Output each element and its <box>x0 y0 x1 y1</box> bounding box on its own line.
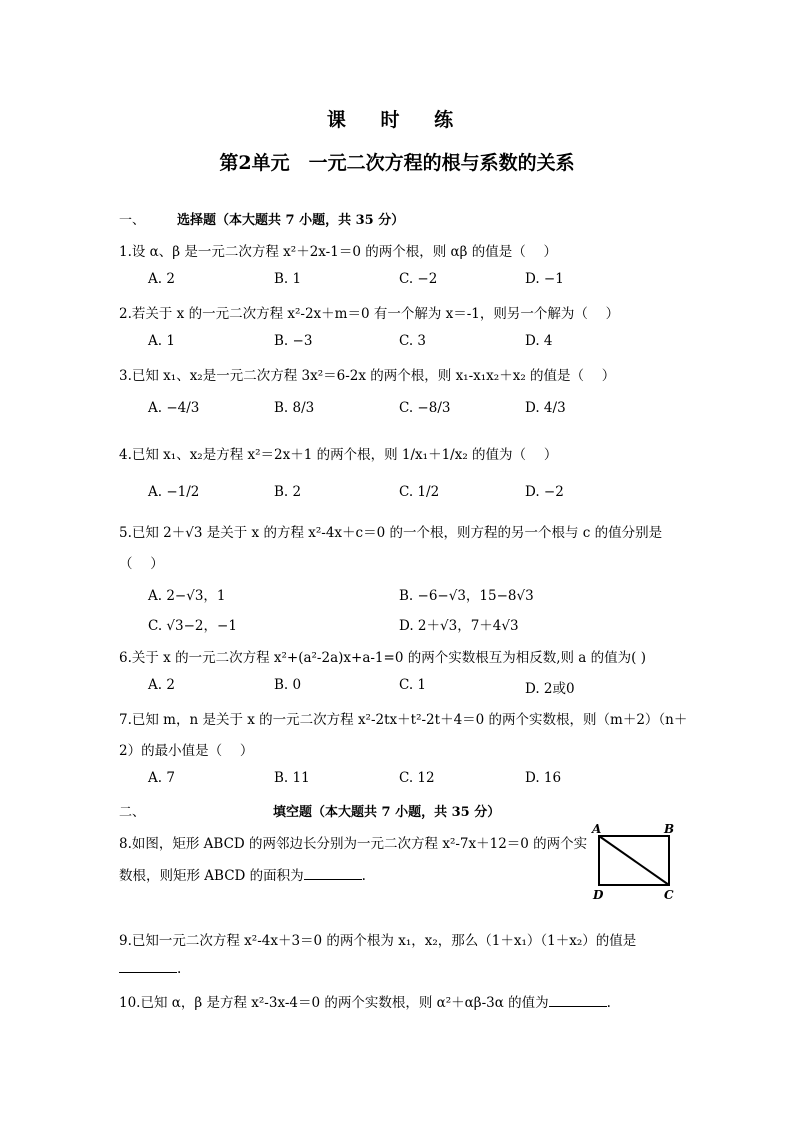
question-5-stem-cont: （ ） <box>119 556 164 572</box>
q7-option-b: B. 11 <box>274 770 310 786</box>
section-1-title: 选择题（本大题共 7 小题，共 35 分） <box>177 213 405 228</box>
question-8-stem-cont-text: 数根，则矩形 ABCD 的面积为 <box>119 868 304 884</box>
q4-option-c: C. 1/2 <box>399 484 440 500</box>
q1-option-d: D. −1 <box>525 271 564 287</box>
q5-option-d: D. 2＋√3，7＋4√3 <box>399 618 519 634</box>
question-8-stem-cont <box>119 864 366 884</box>
section-2-title: 填空题（本大题共 7 小题，共 35 分） <box>273 805 501 820</box>
question-9-answer-line <box>119 960 181 977</box>
q8-period: . <box>361 868 366 884</box>
question-4-stem: 4.已知 x₁、x₂是方程 x²＝2x＋1 的两个根，则 1/x₁＋1/x₂ 的值为（ ） <box>119 447 558 463</box>
q5-option-b: B. −6−√3，15−8√3 <box>399 588 534 604</box>
q6-option-d: D. 2或0 <box>525 681 575 697</box>
q9-period: . <box>177 961 182 977</box>
q7-option-d: D. 16 <box>525 770 562 786</box>
question-9-stem: 9.已知一元二次方程 x²-4x＋3＝0 的两个根为 x₁，x₂，那么（1＋x₁）（1＋x₂）的值是 <box>119 933 637 949</box>
q3-option-b: B. 8/3 <box>274 400 315 416</box>
q3-option-a: A. −4/3 <box>148 400 200 416</box>
question-7-stem-cont: 2）的最小值是（ ） <box>119 743 254 759</box>
label-a: A <box>592 822 602 836</box>
q6-option-b: B. 0 <box>274 677 302 693</box>
q2-option-b: B. −3 <box>274 333 313 349</box>
q3-option-c: C. −8/3 <box>399 400 451 416</box>
q4-option-d: D. −2 <box>525 484 564 500</box>
section-1-number: 一、 <box>119 213 146 228</box>
q7-option-a: A. 7 <box>148 770 175 786</box>
q1-option-a: A. 2 <box>148 271 175 287</box>
question-6-stem: 6.关于 x 的一元二次方程 x²+(a²-2a)x+a-1=0 的两个实数根互为相反数,则 a 的值为( ) <box>119 650 646 666</box>
q5-option-a: A. 2−√3，1 <box>148 588 226 604</box>
section-2-number: 二、 <box>119 805 146 820</box>
diagonal-ac <box>599 836 669 885</box>
question-7-stem: 7.已知 m，n 是关于 x 的一元二次方程 x²-2tx＋t²-2t＋4＝0 的两个实数根，则（m＋2）（n＋ <box>119 712 688 728</box>
q9-answer-blank[interactable] <box>119 960 177 973</box>
q2-option-d: D. 4 <box>525 333 553 349</box>
question-1-stem: 1.设 α、β 是一元二次方程 x²＋2x-1＝0 的两个根，则 αβ 的值是（ ） <box>119 244 557 260</box>
page-title: 课 时 练 <box>326 109 468 131</box>
q1-option-b: B. 1 <box>274 271 302 287</box>
q6-option-c: C. 1 <box>399 677 427 693</box>
question-5-stem: 5.已知 2＋√3 是关于 x 的方程 x²-4x＋c＝0 的一个根，则方程的另一个根与 c 的值分别是 <box>119 525 663 541</box>
question-8-stem: 8.如图，矩形 ABCD 的两邻边长分别为一元二次方程 x²-7x＋12＝0 的两个实 <box>119 836 588 852</box>
q2-option-c: C. 3 <box>399 333 427 349</box>
q7-option-c: C. 12 <box>399 770 435 786</box>
label-d: D <box>593 888 604 902</box>
question-10-stem: 10.已知 α，β 是方程 x²-3x-4＝0 的两个实数根，则 α²＋αβ-3α 的值为 <box>119 995 549 1011</box>
label-b: B <box>664 822 675 836</box>
question-3-stem: 3.已知 x₁、x₂是一元二次方程 3x²＝6-2x 的两个根，则 x₁-x₁x₂＋x₂ 的值是（ ） <box>119 368 616 384</box>
question-10-line <box>119 991 611 1011</box>
q4-option-b: B. 2 <box>274 484 302 500</box>
q3-option-d: D. 4/3 <box>525 400 566 416</box>
label-c: C <box>664 888 674 902</box>
q4-option-a: A. −1/2 <box>148 484 200 500</box>
q2-option-a: A. 1 <box>148 333 175 349</box>
q5-option-c: C. √3−2，−1 <box>148 618 237 634</box>
q8-answer-blank[interactable] <box>304 867 362 880</box>
q10-period: . <box>606 995 611 1011</box>
rectangle-abcd-figure <box>588 822 680 902</box>
q10-answer-blank[interactable] <box>549 994 607 1007</box>
unit-title: 第2单元 一元二次方程的根与系数的关系 <box>219 152 575 174</box>
question-2-stem: 2.若关于 x 的一元二次方程 x²-2x＋m＝0 有一个解为 x＝-1，则另一个解为（ ） <box>119 306 620 322</box>
q6-option-a: A. 2 <box>148 677 175 693</box>
q1-option-c: C. −2 <box>399 271 438 287</box>
